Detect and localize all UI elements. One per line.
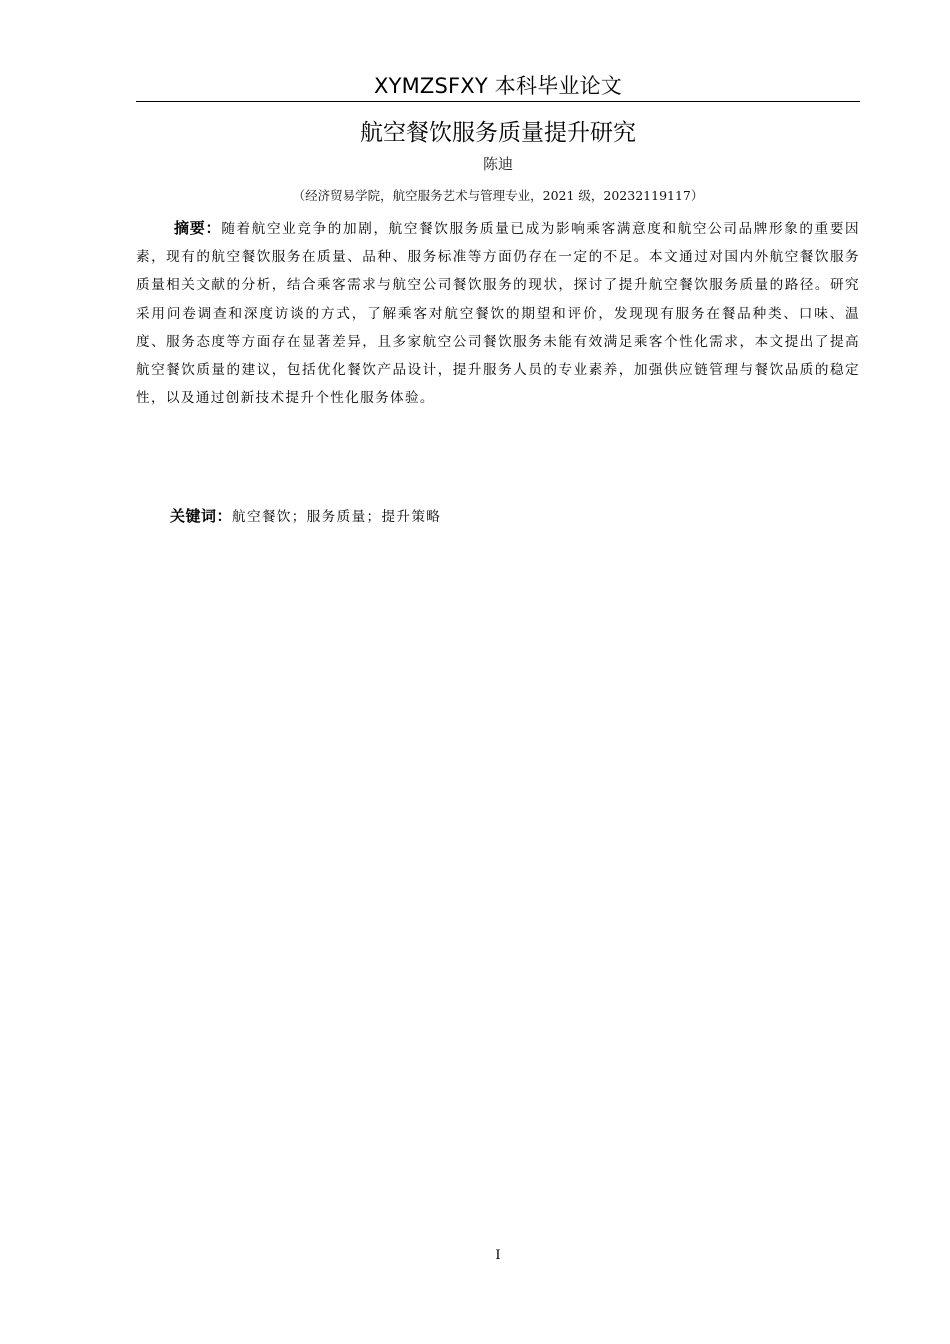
keywords-text: 航空餐饮；服务质量；提升策略 — [232, 509, 442, 525]
page-number: I — [495, 1248, 501, 1263]
running-header: XYMZSFXY 本科毕业论文 — [373, 74, 623, 98]
header-rule — [136, 101, 860, 102]
abstract-label: 摘要： — [174, 219, 222, 237]
abstract-text: 随着航空业竞争的加剧，航空餐饮服务质量已成为影响乘客满意度和航空公司品牌形象的重要因素，现有的航空餐饮服务在质量、品种、服务标准等方面仍存在一定的不足。本文通过对国内外航空餐饮服务质量相关文献的分析，结合乘客需求与航空公司餐饮服务的现状，探讨了提升航空餐饮服务质量的路径。研究采用问卷调查和深度访谈的方式，了解乘客对航空餐饮的期望和评价，发现现有服务在餐品种类、口味、温度、服务态度等方面存在显著差异，且多家航空公司餐饮服务未能有效满足乘客个性化需求，本文提出了提高航空餐饮质量的建议，包括优化餐饮产品设计，提升服务人员的专业素养，加强供应链管理与餐饮品质的稳定性，以及通过创新技术提升个性化服务体验。 — [136, 221, 860, 407]
paper-title: 航空餐饮服务质量提升研究 — [360, 120, 636, 146]
author-name: 陈迪 — [482, 155, 513, 173]
author-affiliation: （经济贸易学院，航空服务艺术与管理专业，2021 级，20232119117） — [292, 188, 704, 203]
keywords-label: 关键词： — [170, 507, 233, 525]
keywords-line — [170, 502, 860, 531]
abstract-paragraph — [136, 214, 860, 412]
